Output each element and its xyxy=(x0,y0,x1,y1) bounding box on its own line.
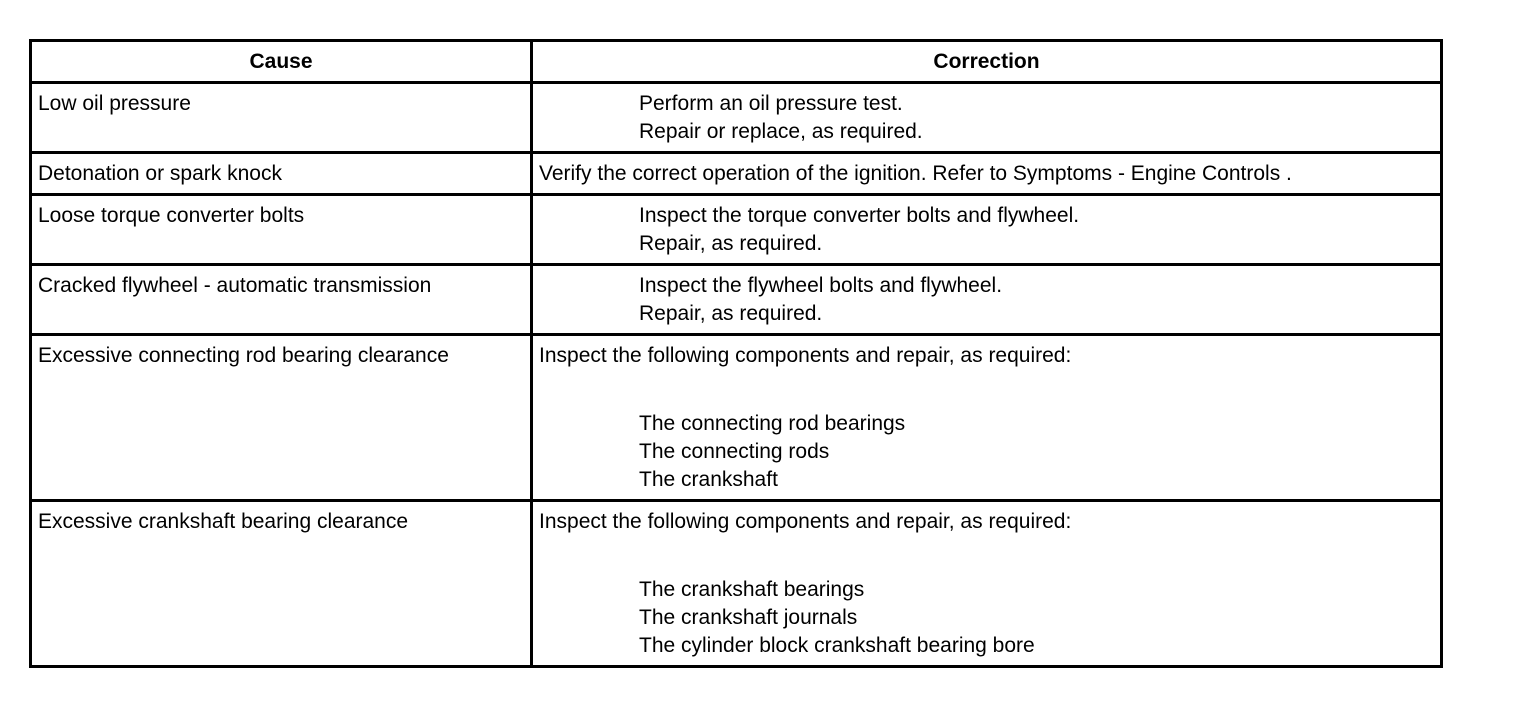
correction-step: Inspect the torque converter bolts and flywheel. xyxy=(639,204,1080,227)
correction-cell xyxy=(533,154,1440,193)
correction-step: Repair or replace, as required. xyxy=(639,120,923,143)
correction-cell xyxy=(533,84,1440,151)
table-row xyxy=(32,336,1440,502)
table-header-row xyxy=(32,42,1440,84)
correction-cell xyxy=(533,502,1440,665)
spacer xyxy=(539,370,1434,410)
cause-cell: Detonation or spark knock xyxy=(32,154,533,193)
correction-step: Repair, as required. xyxy=(639,232,823,255)
cause-cell: Loose torque converter bolts xyxy=(32,196,533,263)
correction-step: The crankshaft bearings xyxy=(639,578,865,601)
correction-step: The crankshaft journals xyxy=(639,606,858,629)
correction-step: The cylinder block crankshaft bearing bore xyxy=(639,634,1035,657)
correction-cell xyxy=(533,196,1440,263)
correction-intro: Inspect the following components and repair, as required: xyxy=(539,510,1072,533)
table-row xyxy=(32,502,1440,665)
table-row xyxy=(32,196,1440,266)
table-row xyxy=(32,84,1440,154)
cause-cell: Excessive connecting rod bearing clearance xyxy=(32,336,533,499)
cause-cell: Excessive crankshaft bearing clearance xyxy=(32,502,533,665)
table-row xyxy=(32,154,1440,196)
spacer xyxy=(539,536,1434,576)
correction-step: The connecting rods xyxy=(639,440,830,463)
correction-step: The connecting rod bearings xyxy=(639,412,906,435)
diagnostic-table xyxy=(29,39,1443,668)
correction-step: The crankshaft xyxy=(639,468,778,491)
correction-step: Perform an oil pressure test. xyxy=(639,92,903,115)
correction-step: Repair, as required. xyxy=(639,302,823,325)
cause-cell: Cracked flywheel - automatic transmission xyxy=(32,266,533,333)
correction-intro: Verify the correct operation of the ignition. Refer to Symptoms - Engine Controls . xyxy=(539,162,1292,185)
correction-cell xyxy=(533,336,1440,499)
correction-cell xyxy=(533,266,1440,333)
header-cause: Cause xyxy=(32,42,533,81)
correction-intro: Inspect the following components and repair, as required: xyxy=(539,344,1072,367)
cause-cell: Low oil pressure xyxy=(32,84,533,151)
header-correction: Correction xyxy=(933,50,1040,73)
correction-step: Inspect the flywheel bolts and flywheel. xyxy=(639,274,1003,297)
table-row xyxy=(32,266,1440,336)
